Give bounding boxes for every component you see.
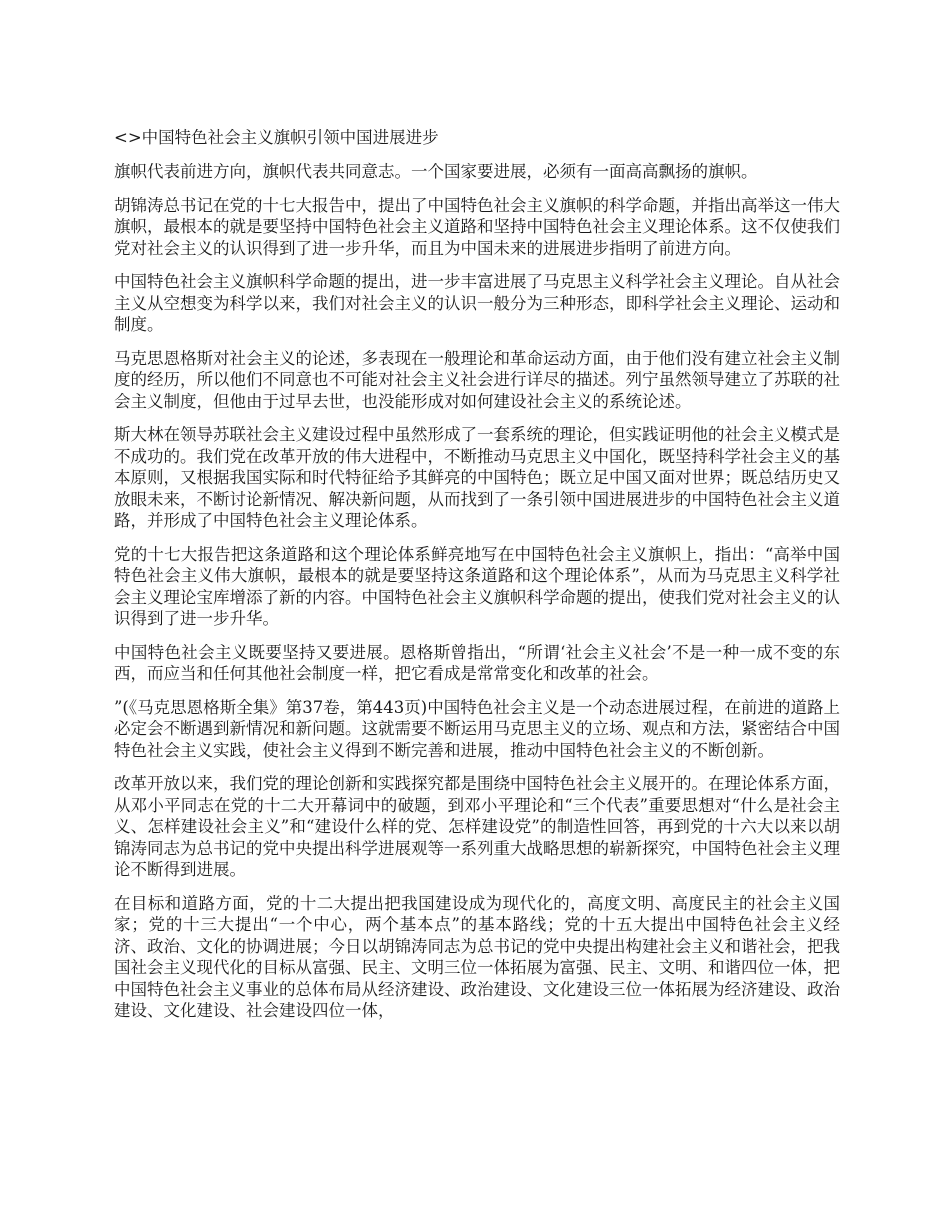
paragraph-2: 胡锦涛总书记在党的十七大报告中，提出了中国特色社会主义旗帜的科学命题，并指出高举这一伟大旗帜，最根本的就是要坚持中国特色社会主义道路和坚持中国特色社会主义理论体系。这不仅使我们党对社会主义的认识得到了进一步升华，而且为中国未来的进展进步指明了前进方向。	[114, 195, 840, 258]
paragraph-7: 中国特色社会主义既要坚持又要进展。恩格斯曾指出，“所谓‘社会主义社会’不是一种一成不变的东西，而应当和任何其他社会制度一样，把它看成是常常变化和改革的社会。	[114, 642, 840, 683]
paragraph-3: 中国特色社会主义旗帜科学命题的提出，进一步丰富进展了马克思主义科学社会主义理论。自从社会主义从空想变为科学以来，我们对社会主义的认识一般分为三种形态，即科学社会主义理论、运动和制度。	[114, 272, 840, 334]
paragraph-4: 马克思恩格斯对社会主义的论述，多表现在一般理论和革命运动方面，由于他们没有建立社会主义制度的经历，所以他们不同意也不可能对社会主义社会进行详尽的描述。列宁虽然领导建立了苏联的社会主义制度，但他由于过早去世，也没能形成对如何建设社会主义的系统论述。	[114, 348, 840, 411]
paragraph-1: 旗帜代表前进方向，旗帜代表共同意志。一个国家要进展，必须有一面高高飘扬的旗帜。	[114, 162, 758, 181]
paragraph-10: 在目标和道路方面，党的十二大提出把我国建设成为现代化的，高度文明、高度民主的社会主义国家；党的十三大提出“一个中心，两个基本点”的基本路线；党的十五大提出中国特色社会主义经济、政治、文化的协调进展；今日以胡锦涛同志为总书记的党中央提出构建社会主义和谐社会，把我国社会主义现代化的目标从富强、民主、文明三位一体拓展为富强、民主、文明、和谐四位一体，把中国特色社会主义事业的总体布局从经济建设、政治建设、文化建设三位一体拓展为经济建设、政治建设、文化建设、社会建设四位一体，	[114, 893, 840, 1020]
document-title: <>中国特色社会主义旗帜引领中国进展进步	[114, 128, 439, 147]
paragraph-6: 党的十七大报告把这条道路和这个理论体系鲜亮地写在中国特色社会主义旗帜上，指出：“高举中国特色社会主义伟大旗帜，最根本的就是要坚持这条道路和这个理论体系”，从而为马克思主义科学社会主义理论宝库增添了新的内容。中国特色社会主义旗帜科学命题的提出，使我们党对社会主义的认识得到了进一步升华。	[114, 544, 840, 628]
paragraph-8: ”(《马克思恩格斯全集》第37卷，第443页)中国特色社会主义是一个动态进展过程，在前进的道路上必定会不断遇到新情况和新问题。这就需要不断运用马克思主义的立场、观点和方法，紧密结合中国特色社会主义实践，使社会主义得到不断完善和进展，推动中国特色社会主义的不断创新。	[114, 697, 840, 760]
paragraph-9: 改革开放以来，我们党的理论创新和实践探究都是围绕中国特色社会主义展开的。在理论体系方面，从邓小平同志在党的十二大开幕词中的破题，到邓小平理论和“三个代表”重要思想对“什么是社会主义、怎样建设社会主义”和“建设什么样的党、怎样建设党”的制造性回答，再到党的十六大以来以胡锦涛同志为总书记的党中央提出科学进展观等一系列重大战略思想的崭新探究，中国特色社会主义理论不断得到进展。	[114, 774, 840, 879]
paragraph-5: 斯大林在领导苏联社会主义建设过程中虽然形成了一套系统的理论，但实践证明他的社会主义模式是不成功的。我们党在改革开放的伟大进程中，不断推动马克思主义中国化，既坚持科学社会主义的基本原则，又根据我国实际和时代特征给予其鲜亮的中国特色；既立足中国又面对世界；既总结历史又放眼未来，不断讨论新情况、解决新问题，从而找到了一条引领中国进展进步的中国特色社会主义道路，并形成了中国特色社会主义理论体系。	[114, 425, 840, 530]
document-page	[114, 127, 840, 1034]
